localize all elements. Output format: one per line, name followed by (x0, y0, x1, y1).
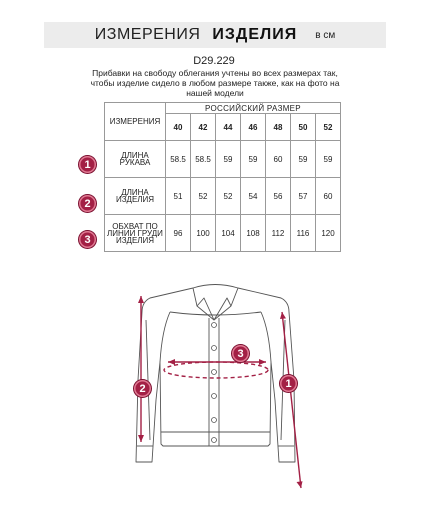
diagram-marker-chest: 3 (232, 345, 249, 362)
table-cell: 58.5 (166, 141, 191, 178)
diagram-marker-length: 2 (134, 380, 151, 397)
size-header: 40 (166, 114, 191, 141)
table-cell: 59 (291, 141, 316, 178)
table-cell: 52 (216, 178, 241, 215)
model-code: D29.229 (193, 55, 235, 67)
table-cell: 104 (216, 215, 241, 252)
table-cell: 120 (316, 215, 341, 252)
fit-note: Прибавки на свободу облегания учтены во всех размерах так, чтобы изделие сидело в любом размере также, как на фото на нашей модели (90, 68, 340, 98)
table-corner-label: ИЗМЕРЕНИЯ (105, 103, 166, 141)
shirt-buttons (212, 323, 217, 443)
measurement-arrowheads (138, 296, 303, 488)
row-label-garment-length: ДЛИНА ИЗДЕЛИЯ (105, 178, 166, 215)
row-marker-3: 3 (79, 231, 96, 248)
row-marker-2: 2 (79, 195, 96, 212)
table-cell: 59 (216, 141, 241, 178)
row-marker-1: 1 (79, 156, 96, 173)
size-header: 52 (316, 114, 341, 141)
table-cell: 96 (166, 215, 191, 252)
size-header: 48 (266, 114, 291, 141)
size-header: 44 (216, 114, 241, 141)
size-header: 50 (291, 114, 316, 141)
table-cell: 60 (316, 178, 341, 215)
table-cell: 56 (266, 178, 291, 215)
table-cell: 52 (191, 178, 216, 215)
table-cell: 59 (241, 141, 266, 178)
title-word-garment: ИЗДЕЛИЯ (212, 26, 298, 43)
table-cell: 59 (316, 141, 341, 178)
table-cell: 60 (266, 141, 291, 178)
table-cell: 58.5 (191, 141, 216, 178)
size-range-label: РОССИЙСКИЙ РАЗМЕР (166, 103, 341, 114)
diagram-marker-sleeve: 1 (280, 375, 297, 392)
size-header: 46 (241, 114, 266, 141)
title-unit: в см (315, 29, 336, 41)
table-cell: 100 (191, 215, 216, 252)
row-label-sleeve-length: ДЛИНА РУКАВА (105, 141, 166, 178)
row-label-chest-girth: ОБХВАТ ПО ЛИНИИ ГРУДИ ИЗДЕЛИЯ (105, 215, 166, 252)
table-cell: 51 (166, 178, 191, 215)
size-header: 42 (191, 114, 216, 141)
table-cell: 116 (291, 215, 316, 252)
table-cell: 112 (266, 215, 291, 252)
table-cell: 108 (241, 215, 266, 252)
title-word-measurements: ИЗМЕРЕНИЯ (94, 26, 201, 43)
measurement-lines (141, 296, 301, 488)
table-cell: 54 (241, 178, 266, 215)
table-cell: 57 (291, 178, 316, 215)
